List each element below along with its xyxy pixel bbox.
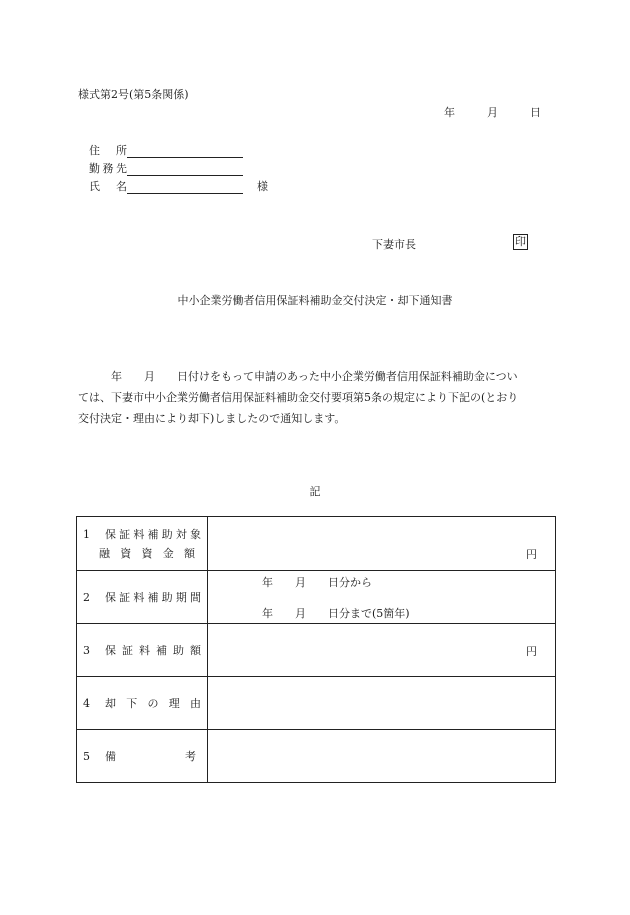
date-year: 年: [444, 106, 455, 119]
rejection-reason-value[interactable]: [208, 677, 556, 730]
row5-label-a: 備: [105, 749, 116, 763]
workplace-label: 勤務先: [89, 162, 127, 175]
row3-label: 保証料補助額: [105, 643, 201, 657]
body-line-2: ては、下妻市中小企業労働者信用保証料補助金交付要項第5条の規定により下記の(とおり: [78, 391, 519, 404]
row1-unit: 円: [526, 548, 537, 561]
issuer-title: 下妻市長: [372, 238, 416, 251]
row2-number: 2: [83, 590, 90, 604]
period-from: 年 月 日分から: [262, 576, 372, 589]
seal-mark: 印: [515, 235, 526, 248]
row5-label-b: 考: [185, 749, 196, 763]
details-table: [76, 516, 556, 783]
document-title: 中小企業労働者信用保証料補助金交付決定・却下通知書: [177, 294, 453, 307]
table-row-loan-amount: [77, 517, 556, 571]
remarks-value[interactable]: [208, 730, 556, 783]
subsidy-amount-label: [77, 624, 208, 677]
name-row: [89, 178, 268, 194]
row4-label: 却下の理由: [105, 696, 201, 710]
body-line-1: 年 月 日付けをもって申請のあった中小企業労働者信用保証料補助金につい: [78, 370, 518, 383]
table-row-subsidy-amount: [77, 624, 556, 677]
subsidy-amount-value[interactable]: [208, 624, 556, 677]
row3-unit: 円: [526, 645, 537, 658]
workplace-row: [89, 160, 243, 176]
date-month: 月: [487, 106, 498, 119]
loan-amount-label: [77, 517, 208, 571]
notice-body: [78, 366, 558, 429]
table-row-period: [77, 571, 556, 624]
table-row-rejection-reason: [77, 677, 556, 730]
period-label: [77, 571, 208, 624]
name-label: 氏 名: [89, 180, 127, 193]
period-to: 年 月 日分まで(5箇年): [262, 607, 410, 620]
date-line: [444, 104, 541, 120]
table-row-remarks: [77, 730, 556, 783]
row1-label-b: 融資資金額: [99, 546, 195, 560]
body-line-3: 交付決定・理由により却下)しましたので通知します。: [78, 412, 346, 425]
row1-label-a: 保証料補助対象: [105, 527, 201, 541]
address-field[interactable]: [127, 144, 243, 158]
ki-heading: 記: [309, 485, 321, 498]
rejection-reason-label: [77, 677, 208, 730]
address-label: 住 所: [89, 144, 127, 157]
period-value[interactable]: [208, 571, 556, 624]
row5-number: 5: [83, 749, 90, 763]
name-field[interactable]: [127, 180, 243, 194]
form-number: 様式第2号(第5条関係): [78, 88, 189, 101]
remarks-label: [77, 730, 208, 783]
row1-number: 1: [83, 527, 90, 541]
row4-number: 4: [83, 696, 90, 710]
date-day: 日: [530, 106, 541, 119]
row2-label: 保証料補助期間: [105, 590, 201, 604]
workplace-field[interactable]: [127, 162, 243, 176]
loan-amount-value[interactable]: [208, 517, 556, 571]
address-row: [89, 142, 243, 158]
row3-number: 3: [83, 643, 90, 657]
honorific: 様: [257, 180, 268, 193]
